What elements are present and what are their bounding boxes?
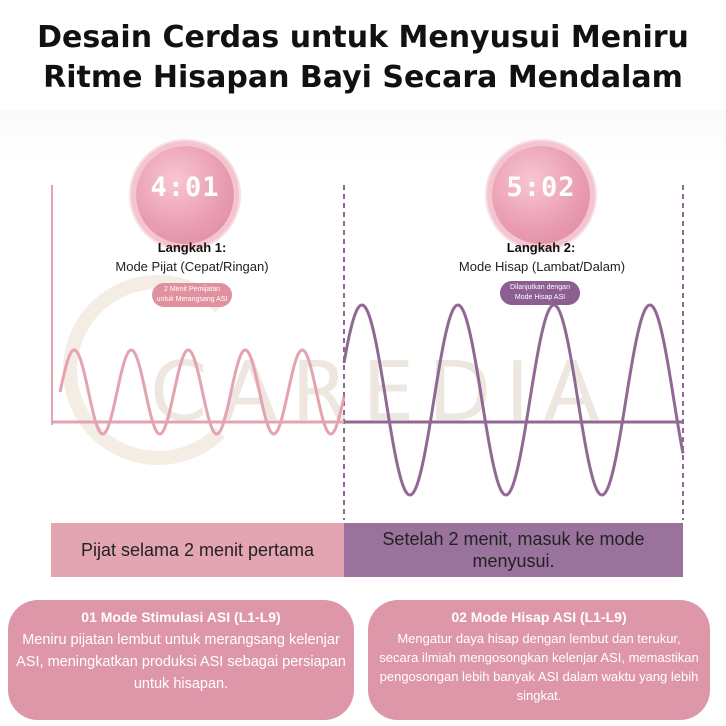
title-line-2: Ritme Hisapan Bayi Secara Mendalam: [43, 60, 683, 95]
stimulation-mode-title: 01 Mode Stimulasi ASI (L1-L9): [81, 609, 281, 625]
step1-pill-line1: 2 Menit Pemijatan: [163, 286, 221, 293]
step2-pill: [500, 281, 580, 305]
suction-mode-description: Mengatur daya hisap dengan lembut dan terukur, secara ilmiah mengosongkan kelenjar ASI, memastikan pengosongan lebih banyak ASI dalam waktu yang lebih singkat.: [379, 631, 699, 703]
timer-display-step2: [492, 146, 590, 244]
suction-duration-bar: Setelah 2 menit, masuk ke mode menyusui.: [344, 523, 683, 577]
step1-pill: [152, 283, 232, 307]
stimulation-mode-description: Meniru pijatan lembut untuk merangsang kelenjar ASI, meningkatkan produksi ASI sebagai persiapan untuk hisapan.: [16, 632, 346, 692]
step2-subtitle: Mode Hisap (Lambat/Dalam): [458, 259, 626, 274]
suction-mode-title: 02 Mode Hisap ASI (L1-L9): [451, 609, 627, 625]
massage-duration-bar: Pijat selama 2 menit pertama: [51, 523, 344, 577]
step2-pill-line2: Mode Hisap ASI: [514, 294, 566, 301]
step1-subtitle: Mode Pijat (Cepat/Ringan): [115, 259, 269, 274]
suction-mode-card: [368, 600, 710, 720]
step1-pill-line2: untuk Merangsang ASI: [156, 296, 228, 303]
timer-readout-step2: 5:02: [506, 172, 576, 203]
timer-display-step1: [136, 146, 234, 244]
timer-readout-step1: 4:01: [150, 172, 220, 203]
watermark-text: CAREDIA: [150, 345, 614, 440]
step1-heading: Langkah 1:: [157, 240, 227, 255]
step2-pill-line1: Dilanjutkan dengan: [510, 284, 570, 291]
step2-heading: Langkah 2:: [506, 240, 576, 255]
suction-wave: [344, 305, 683, 495]
stimulation-mode-card: [8, 600, 354, 720]
title-line-1: Desain Cerdas untuk Menyusui Meniru: [37, 20, 689, 55]
